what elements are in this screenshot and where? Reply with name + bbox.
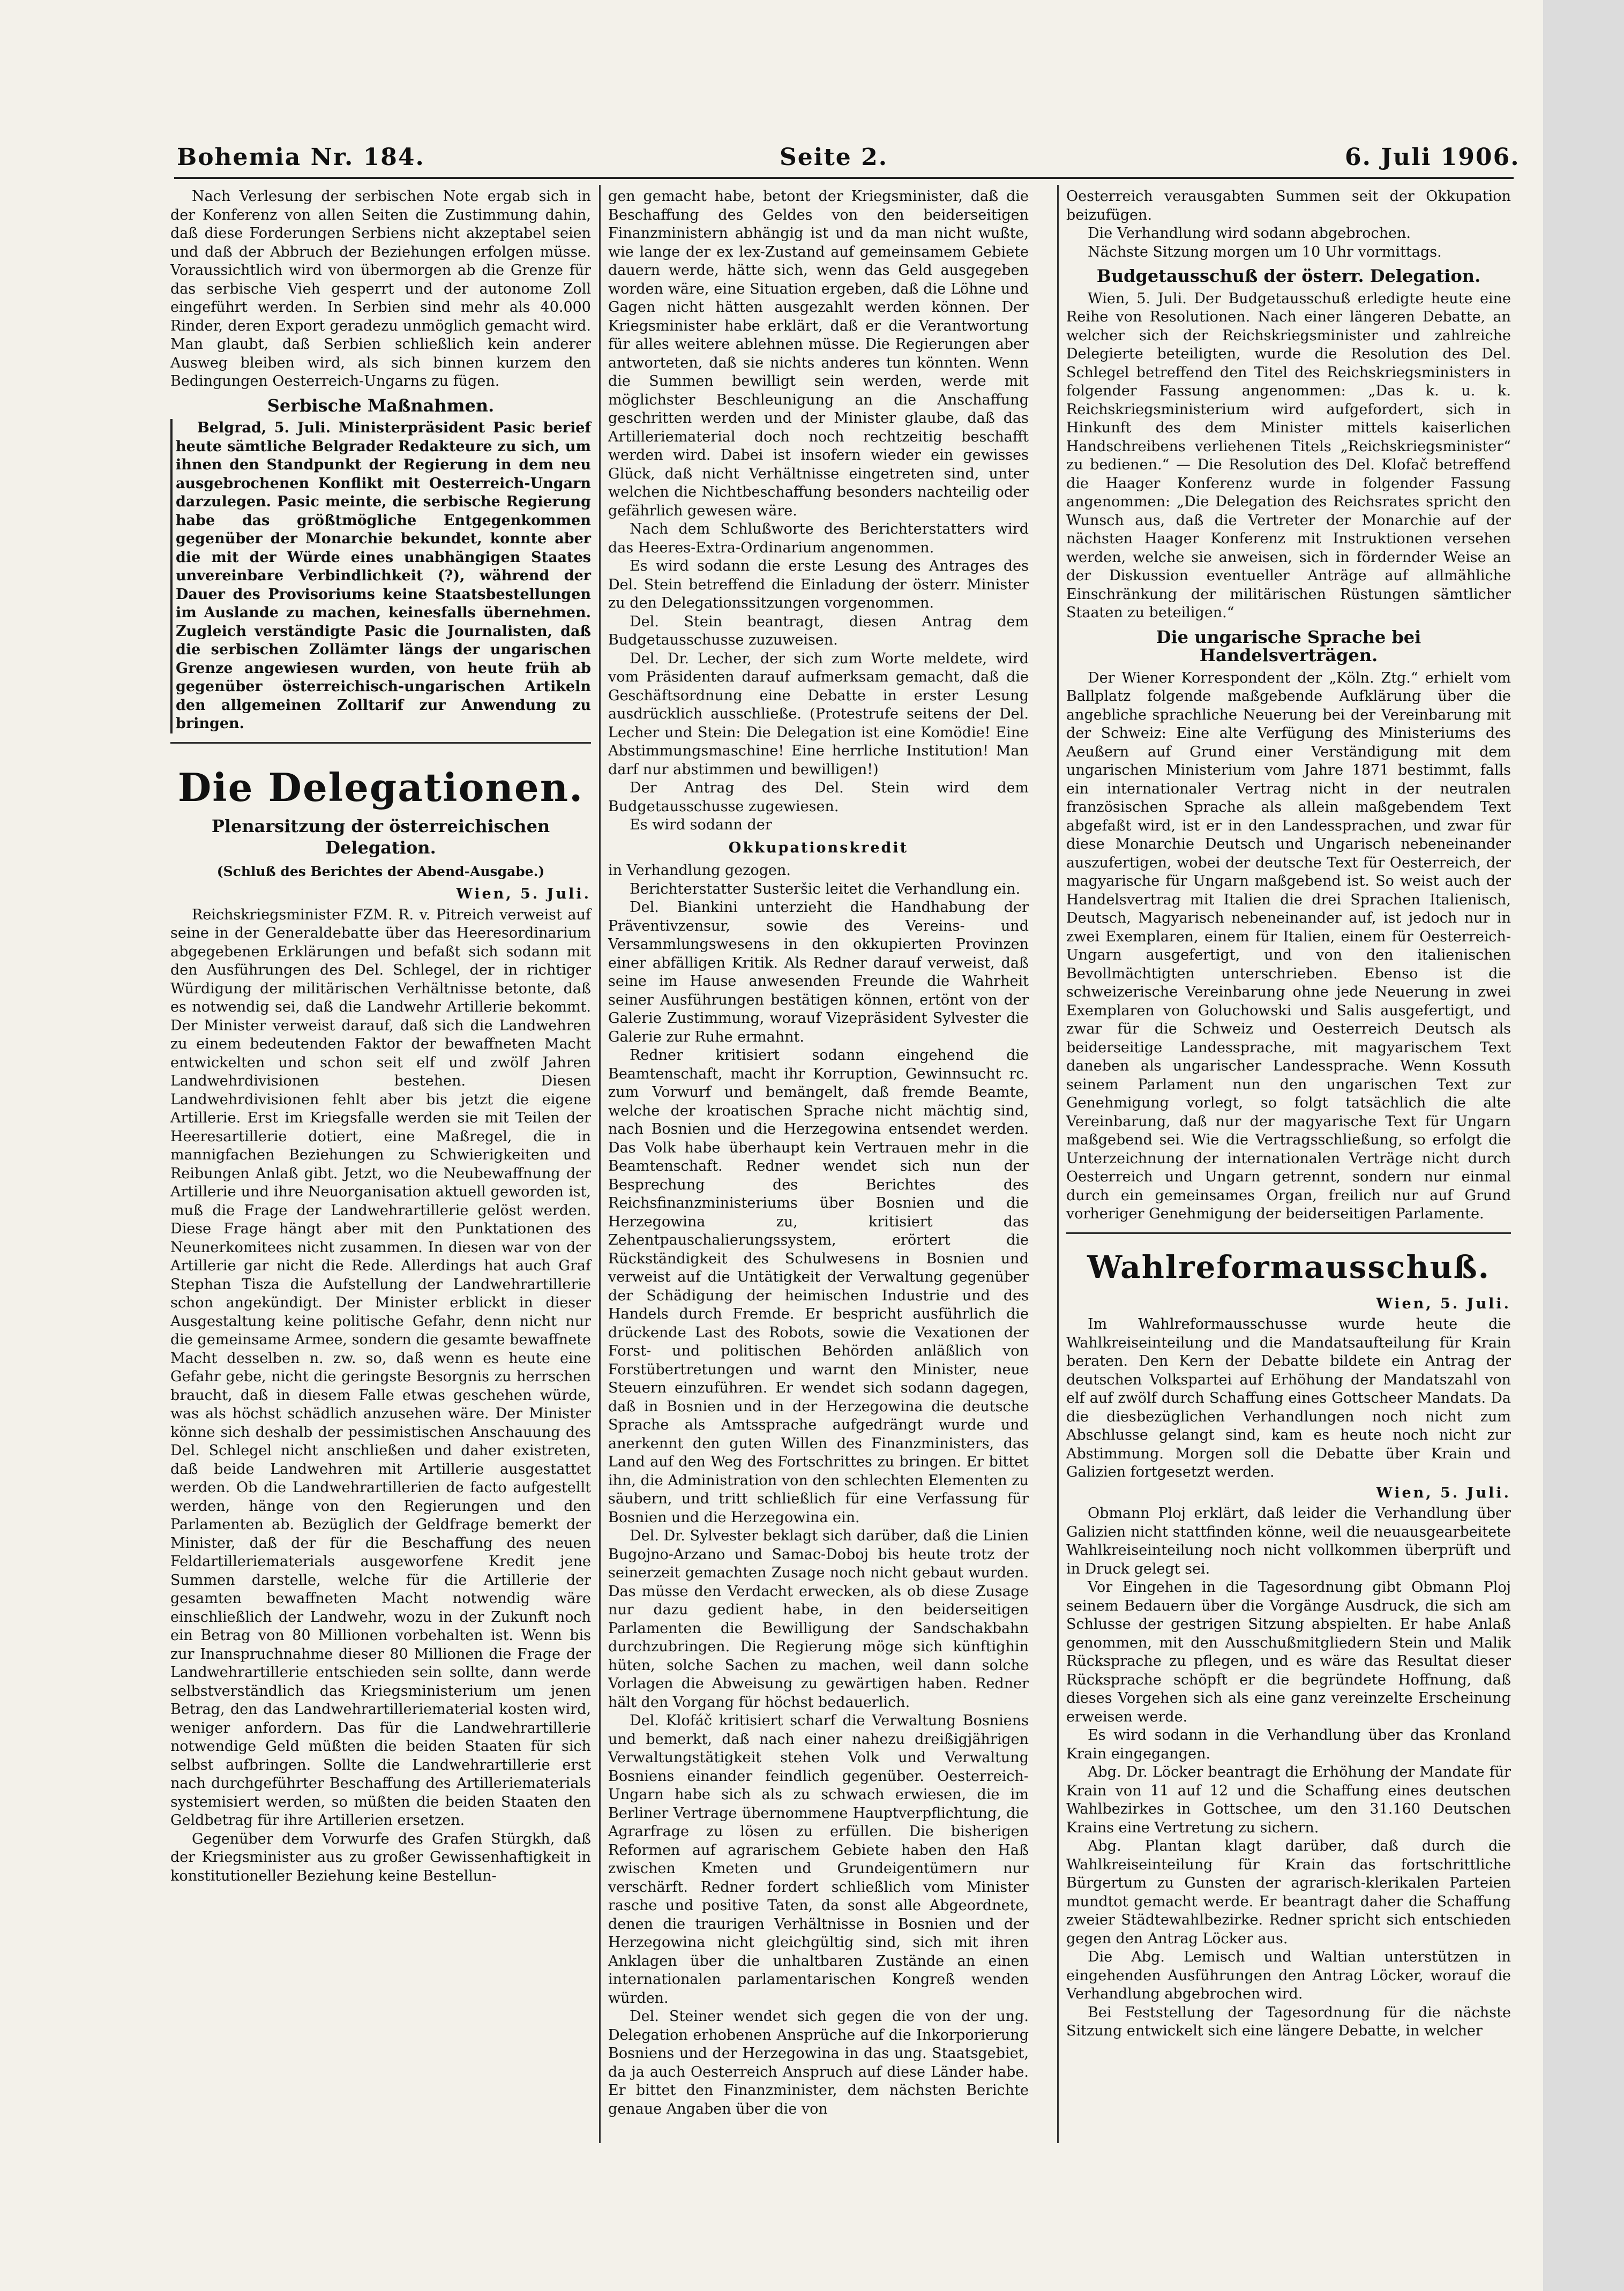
column-rule-2 (1057, 185, 1059, 2143)
article-paragraph: Abg. Dr. Löcker beantragt die Erhöhung der Mandate für Krain von 11 auf 12 und die Schaffung eines deutschen Wahlbezirkes in Gottschee, um den 31.160 Deutschen Krains eine Vertretung zu sichern. (1066, 1764, 1511, 1836)
header-rule (174, 177, 1514, 179)
column-rule-1 (599, 185, 601, 2143)
article-paragraph: Oesterreich verausgabten Summen seit der Okkupation beizufügen. (1066, 188, 1511, 223)
section-heading: Die ungarische Sprache bei Handelsverträgen. (1156, 626, 1421, 665)
article-paragraph: Redner kritisiert sodann eingehend die Beamtenschaft, macht ihr Korruption, Gewinnsucht rc. zum Vorwurf und bemängelt, daß fremde Beamte, welche der kroatischen Sprache nicht mächtig sind, nach Bosnien und die Herzegowina entsendet werden. Das Volk habe überhaupt kein Vertrauen mehr in die Beamtenschaft. Redner wendet sich nun der Besprechung des Berichtes des Reichsfinanzministeriums über Bosnien und die Herzegowina zu, kritisiert das Zehentpauschalierungssystem, erörtert die Rückständigkeit des Schulwesens in Bosnien und verweist auf die Untätigkeit der Verwaltung gegenüber der Schädigung der heimischen Industrie und des Handels durch Fremde. Er bespricht ausführlich die drückende Last des Robots, sowie die Vexationen der Forst- und politischen Behörden anläßlich von Forstübertretungen und warnt den Minister, neue Steuern einzuführen. Er wendet sich sodann dagegen, daß in Bosnien und in der Herzegowina die deutsche Sprache als Amtssprache aufgedrängt wurde und anerkennt den guten Willen des Finanzministers, das Land auf den Weg des Fortschrittes zu bringen. Er bittet ihn, die Administration von den schlechten Elementen zu säubern, und tritt schließlich für eine Verfassung für Bosnien und die Herzegowina ein. (608, 1047, 1029, 1526)
section-heading: Budgetausschuß der österr. Delegation. (1096, 266, 1481, 286)
article-paragraph: Nach dem Schlußworte des Berichterstatters wird das Heeres-Extra-Ordinarium angenommen. (608, 521, 1029, 556)
column-1 (170, 188, 591, 1885)
header-page-number: Seite 2. (780, 144, 888, 171)
article-paragraph: Die Abg. Lemisch und Waltian unterstützen in eingehenden Ausführungen den Antrag Löcker, worauf die Verhandlung abgebrochen wird. (1066, 1949, 1511, 2002)
header-newspaper-issue: Bohemia Nr. 184. (177, 144, 425, 171)
article-paragraph: Der Wiener Korrespondent der „Köln. Ztg.“ erhielt vom Ballplatz folgende maßgebende Aufklärung über die angebliche sprachliche Neuerung bei der Vereinbarung mit der Schweiz: Eine alte Verfügung des Ministeriums des Aeußern auf Grund einer Verständigung mit dem ungarischen Ministerium vom Jahre 1871 bestimmt, falls ein internationaler Vertrag nicht in der neutralen französischen Sprache als allein maßgebendem Text abgefaßt wird, ist er in den Landessprachen, und zwar für diese Monarchie Deutsch und Ungarisch nebeneinander auszufertigen, wobei der deutsche Text für Oesterreich, der magyarische für Ungarn maßgebend ist. So weist auch der Handelsvertrag mit Italien die drei Sprachen Italienisch, Deutsch, Magyarisch nebeneinander auf, ist jedoch nur in zwei Exemplaren, einem für Italien, einem für Oesterreich-Ungarn ausgefertigt, und von den italienischen Bevollmächtigten unterschrieben. Ebenso ist die schweizerische Vereinbarung ohne jede Neuerung in zwei Exemplaren von Goluchowski und Salis ausgefertigt, und zwar für die Schweiz und Oesterreich Deutsch als beiderseitige Landessprache, mit magyarischem Text daneben als ungarischer Landessprache. Wenn Kossuth seinem Parlament nun den ungarischen Text zur Genehmigung vorlegt, so folgt tatsächlich die alte Vereinbarung, daß nur der magyarische Text für Ungarn maßgebend sei. Wie die Vertragsschließung, so erfolgt die Unterzeichnung der internationalen Verträge nicht durch Oesterreich und Ungarn getrennt, sondern nur einmal durch ein gemeinsames Organ, freilich nur auf Grund vorheriger Genehmigung der beiderseitigen Parlamente. (1066, 669, 1511, 1222)
article-paragraph: Del. Dr. Sylvester beklagt sich darüber, daß die Linien Bugojno-Arzano und Samac-Doboj bis heute trotz der seinerzeit gemachten Zusage noch nicht gebaut wurden. Das müsse den Verdacht erwecken, als ob diese Zusage nur dazu gedient habe, in den beiderseitigen Parlamenten die Bewilligung der Sandschakbahn durchzubringen. Die Regierung möge sich künftighin hüten, solche Sachen zu machen, weil dann solche Vorlagen die Abweisung zu gewärtigen haben. Redner hält den Vorgang für höchst bedauerlich. (608, 1528, 1029, 1711)
article-paragraph: Wien, 5. Juli. Der Budgetausschuß erledigte heute eine Reihe von Resolutionen. Nach einer längeren Debatte, an welcher sich der Reichskriegsminister und zahlreiche Delegierte beteiligten, wurde die Resolution des Del. Schlegel betreffend den Titel des Reichskriegsministers in folgender Fassung angenommen: „Das k. u. k. Reichskriegsministerium wird aufgefordert, sich in Hinkunft des dem Minister mittels kaiserlichen Handschreibens verliehenen Titels „Reichskriegsminister“ zu bedienen.“ — Die Resolution des Del. Klofač betreffend die Haager Konferenz wurde in folgender Fassung angenommen: „Die Delegation des Reichsrates spricht den Wunsch aus, daß die Vertreter der Monarchie auf der nächsten Haager Konferenz mit Instruktionen versehen werden, welche sie anweisen, sich in fördernder Weise an der Diskussion eventueller Anträge auf allmähliche Einschränkung der militärischen Rüstungen sämtlicher Staaten zu beteiligen.“ (1066, 290, 1511, 621)
article-paragraph: Del. Dr. Lecher, der sich zum Worte meldete, wird vom Präsidenten darauf aufmerksam gemacht, daß die Geschäftsordnung eine Debatte in erster Lesung ausdrücklich ausschließe. (Protestrufe seitens der Del. Lecher und Stein: Die Delegation ist eine Komödie! Eine Abstimmungsmaschine! Eine herrliche Institution! Man darf nur abstimmen und bewilligen!) (608, 650, 1029, 778)
dateline: Wien, 5. Juli. (456, 886, 591, 902)
header-date: 6. Juli 1906. (1345, 144, 1520, 171)
article-paragraph: Abg. Plantan klagt darüber, daß durch die Wahlkreiseinteilung für Krain das fortschrittliche Bürgertum zu Gunsten der agrarisch-klerikalen Parteien mundtot gemacht werde. Er beantragt daher die Schaffung zweier Städtewahlbezirke. Redner spricht sich entschieden gegen den Antrag Löcker aus. (1066, 1838, 1511, 1947)
divider (1066, 1232, 1511, 1234)
article-paragraph: Del. Steiner wendet sich gegen die von der ung. Delegation erhobenen Ansprüche auf die Inkorporierung Bosniens und der Herzegowina in das ung. Staatsgebiet, da ja auch Oesterreich Anspruch auf diese Länder habe. Er bittet den Finanzminister, dem nächsten Berichte genaue Angaben über die von (608, 2008, 1029, 2117)
article-paragraph: Del. Stein beantragt, diesen Antrag dem Budgetausschusse zuzuweisen. (608, 613, 1029, 648)
divider (170, 742, 591, 744)
article-paragraph: Belgrad, 5. Juli. Ministerpräsident Pasic berief heute sämtliche Belgrader Redakteure zu sich, um ihnen den Standpunkt der Regierung in dem neu ausgebrochenen Konflikt mit Oesterreich-Ungarn darzulegen. Pasic meinte, die serbische Regierung habe das größtmögliche Entgegenkommen gegenüber der Monarchie bekundet, konnte aber die mit der Würde eines unabhängigen Staates unvereinbare Verbindlichkeit (?), während der Dauer des Provisoriums keine Staatsbestellungen im Auslande zu machen, keinesfalls übernehmen. Zugleich verständigte Pasic die Journalisten, daß die serbischen Zollämter längs der ungarischen Grenze angewiesen wurden, von heute früh ab gegenüber österreichisch-ungarischen Artikeln den allgemeinen Zolltarif zur Anwendung zu bringen. (170, 419, 591, 733)
article-paragraph: Im Wahlreformausschusse wurde heute die Wahlkreiseinteilung und die Mandatsaufteilung für Krain beraten. Den Kern der Debatte bildete ein Antrag der deutschen Volkspartei auf Erhöhung der Mandatszahl von elf auf zwölf durch Schaffung eines Gottscheer Mandats. Da die diesbezüglichen Verhandlungen noch nicht zum Abschlusse gelangt sind, kam es heute noch nicht zur Abstimmung. Morgen soll die Debatte über Krain und Galizien fortgesetzt werden. (1066, 1316, 1511, 1480)
main-heading: Wahlreformausschuß. (1087, 1248, 1490, 1285)
note-line: (Schluß des Berichtes der Abend-Ausgabe.) (216, 863, 545, 879)
subheading: Plenarsitzung der österreichischen Delegation. (211, 815, 550, 858)
article-paragraph: Der Antrag des Del. Stein wird dem Budgetausschusse zugewiesen. (608, 780, 1029, 815)
section-heading: Okkupationskredit (728, 839, 909, 856)
article-paragraph: Nach Verlesung der serbischen Note ergab sich in der Konferenz von allen Seiten die Zustimmung dahin, daß diese Forderungen Serbiens nicht akzeptabel seien und daß der Abbruch der Beziehungen erfolgen müsse. Voraussichtlich wird von übermorgen ab die Grenze für das serbische Vieh gesperrt und der autonome Zoll eingeführt werden. In Serbien sind mehr als 40.000 Rinder, deren Export geradezu unmöglich gemacht wird. Man glaubt, daß Serbien schließlich kein anderer Ausweg bleiben wird, als sich binnen kurzem den Bedingungen Oesterreich-Ungarns zu fügen. (170, 188, 591, 390)
dateline: Wien, 5. Juli. (1376, 1295, 1511, 1312)
article-paragraph: Obmann Ploj erklärt, daß leider die Verhandlung über Galizien nicht stattfinden könne, weil die neuausgearbeitete Wahlkreiseinteilung noch nicht vollkommen überprüft und in Druck gelegt sei. (1066, 1505, 1511, 1577)
article-paragraph: Gegenüber dem Vorwurfe des Grafen Stürgkh, daß der Kriegsminister aus zu großer Gewissenhaftigkeit in konstitutioneller Beziehung keine Bestellun- (170, 1830, 591, 1884)
page-header (0, 144, 1543, 181)
article-paragraph: Vor Eingehen in die Tagesordnung gibt Obmann Ploj seinem Bedauern über die Vorgänge Ausdruck, die sich am Schlusse der gestrigen Sitzung abspielten. Er habe Anlaß genommen, mit den Ausschußmitgliedern Stein und Malik Rücksprache zu pflegen, und es wäre das Resultat dieser Rücksprache schöpft er die begründete Hoffnung, daß dieses Vorgehen sich als eine ganz vereinzelte Erscheinung erweisen werde. (1066, 1579, 1511, 1725)
dateline: Wien, 5. Juli. (1376, 1484, 1511, 1501)
article-paragraph: Del. Klofáč kritisiert scharf die Verwaltung Bosniens und bemerkt, daß nach einer nahezu dreißigjährigen Verwaltungstätigkeit stehen Volk und Verwaltung Bosniens einander feindlich gegenüber. Oesterreich-Ungarn habe sich als zu schwach erwiesen, die im Berliner Vertrage übernommene Hauptverpflichtung, die Agrarfrage zu lösen zu erfüllen. Die bisherigen Reformen auf agrarischem Gebiete haben den Haß zwischen Kmeten und Grundeigentümern nur verschärft. Redner fordert schließlich vom Minister rasche und positive Taten, da sonst alle Abgeordnete, denen die traurigen Verhältnisse in Bosnien und der Herzegowina nicht gleichgültig sind, sich mit ihren Anklagen über die unhaltbaren Zustände an einen internationalen parlamentarischen Kongreß wenden würden. (608, 1712, 1029, 2007)
article-paragraph: gen gemacht habe, betont der Kriegsminister, daß die Beschaffung des Geldes von den beiderseitigen Finanzministern abhängig ist und da man nicht wußte, wie lange der ex lex-Zustand auf gemeinsamem Gebiete dauern werde, hätte sich, wenn das Geld ausgegeben worden wäre, eine Situation ergeben, daß die Löhne und Gagen nicht hätten ausgezahlt werden können. Der Kriegsminister habe erklärt, daß er die Verantwortung für alles weitere ablehnen müsse. Die Regierungen aber antworteten, daß sie nichts anderes tun könnten. Wenn die Summen bewilligt sein werden, werde mit möglichster Beschleunigung an die Anschaffung geschritten werden und der Minister glaube, daß das Artilleriematerial doch noch rechtzeitig beschafft werden wird. Dabei ist insofern wieder ein gewisses Glück, daß nicht Verhältnisse eingetreten sind, unter welchen die Nichtbeschaffung besonders nachteilig oder gefährlich gewesen wäre. (608, 188, 1029, 519)
column-2 (608, 188, 1029, 2118)
article-paragraph: Es wird sodann der (630, 817, 772, 833)
article-paragraph: Reichskriegsminister FZM. R. v. Pitreich verweist auf seine in der Generaldebatte über das Heeresordinarium abgegebenen Erklärungen und befaßt sich sodann mit den Ausführungen des Del. Schlegel, der in richtiger Würdigung der militärischen Verhältnisse betonte, daß es notwendig sei, daß die Landwehr Artillerie bekommt. Der Minister verweist darauf, daß sich die Landwehren zu einem bedeutenden Faktor der bewaffneten Macht entwickelten und schon seit elf und zwölf Jahren Landwehrdivisionen bestehen. Diesen Landwehrdivisionen fehlt aber bis jetzt die eigene Artillerie. Erst im Kriegsfalle werden sie mit Teilen der Heeresartillerie dotiert, eine Maßregel, die in mannigfachen Beziehungen zu Schwierigkeiten und Reibungen Anlaß gibt. Jetzt, wo die Neubewaffnung der Artillerie und ihre Neuorganisation aktuell geworden ist, muß die Frage der Landwehrartillerie gelöst werden. Diese Frage hängt aber mit den Punktationen des Neunerkomitees nicht zusammen. In diesen war von der Artillerie gar nicht die Rede. Allerdings hat auch Graf Stephan Tisza die Aufstellung der Landwehrartillerie schon angekündigt. Der Minister erblickt in dieser Ausgestaltung keine politische Gefahr, denn nicht nur die gemeinsame Armee, sondern die gesamte bewaffnete Macht desselben n. zw. so, daß wenn es heute eine Gefahr gebe, nicht die geringste Besorgnis zu herrschen braucht, daß in diesem Falle etwas geschehen würde, was als höchst schädlich anzusehen wäre. Der Minister könne sich deshalb der pessimistischen Anschauung des Del. Schlegel nicht anschließen und daher existreten, daß beide Landwehren mit Artillerie ausgestattet werden. Ob die Landwehrartillerien de facto aufgestellt werden, hänge von den Regierungen und den Parlamenten ab. Bezüglich der Geldfrage bemerkt der Minister, daß der für die Beschaffung des neuen Feldartilleriematerials ausgeworfene Kredit jene Summen darstelle, welche für die Artillerie der gesamten bewaffneten Macht notwendig wäre einschließlich der Landwehr, wozu in der Zukunft noch ein Betrag von 80 Millionen vorbehalten ist. Wenn bis zur Inanspruchnahme dieser 80 Millionen die Frage der Landwehrartillerie entschieden sein sollte, dann werde selbstverständlich das Kriegsministerium um jenen Betrag, den das Landwehrartilleriematerial kosten wird, weniger anfordern. Das für die Landwehrartillerie notwendige Geld müßten die beiden Staaten für sich selbst aufbringen. Sollte die Landwehrartillerie erst nach durchgeführter Beschaffung des Artilleriematerials systemisiert werden, so müßten die beiden Staaten den Geldbetrag für ihre Artillerien ersetzen. (170, 906, 591, 1829)
article-paragraph: Die Verhandlung wird sodann abgebrochen. (1088, 225, 1411, 242)
article-paragraph: in Verhandlung gezogen. (608, 862, 791, 879)
article-paragraph: Es wird sodann die erste Lesung des Antrages des Del. Stein betreffend die Einladung der österr. Minister zu den Delegationssitzungen vorgenommen. (608, 558, 1029, 611)
scan-edge (1543, 0, 1624, 2291)
article-paragraph: Del. Biankini unterzieht die Handhabung der Präventivzensur, sowie des Vereins- und Versammlungswesens in den okkupierten Provinzen einer abfälligen Kritik. Als Redner darauf verweist, daß seine im Hause anwesenden Freunde die Wahrheit seiner Ausführungen bestätigen können, ertönt von der Galerie Zustimmung, worauf Vizepräsident Sylvester die Galerie zur Ruhe ermahnt. (608, 899, 1029, 1045)
article-paragraph: Berichterstatter Susteršic leitet die Verhandlung ein. (630, 880, 1021, 897)
article-paragraph: Bei Feststellung der Tagesordnung für die nächste Sitzung entwickelt sich eine längere Debatte, in welcher (1066, 2004, 1511, 2039)
article-paragraph: Es wird sodann in die Verhandlung über das Kronland Krain eingegangen. (1066, 1727, 1511, 1762)
main-heading: Die Delegationen. (177, 764, 584, 810)
column-3 (1066, 188, 1511, 2041)
article-paragraph: Nächste Sitzung morgen um 10 Uhr vormittags. (1088, 243, 1442, 260)
section-heading: Serbische Maßnahmen. (267, 395, 495, 416)
